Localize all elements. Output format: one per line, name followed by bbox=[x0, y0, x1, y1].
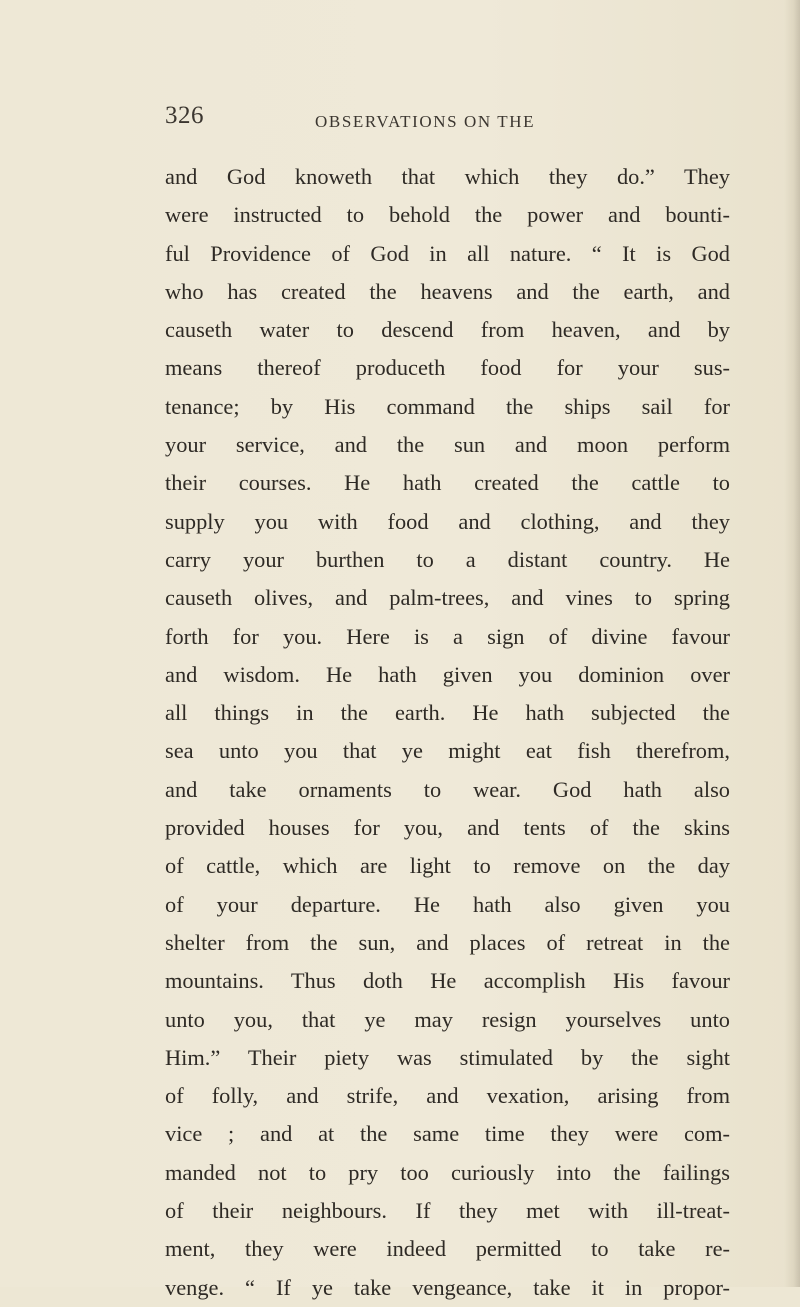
text-line: mountains. Thus doth He accomplish His favour bbox=[165, 968, 730, 994]
text-line: and God knoweth that which they do.” They bbox=[165, 164, 730, 189]
text-line: Him.” Their piety was stimulated by the sight bbox=[165, 1044, 730, 1070]
text-line: means thereof produceth food for your sus- bbox=[165, 355, 730, 381]
text-line: venge. “ If ye take vengeance, take it in propor- bbox=[165, 1274, 730, 1300]
text-line: sea unto you that ye might eat fish therefrom, bbox=[165, 738, 730, 764]
text-line: causeth water to descend from heaven, and by bbox=[165, 317, 730, 343]
text-line: of folly, and strife, and vexation, arising from bbox=[165, 1083, 730, 1109]
page-header bbox=[165, 102, 730, 152]
text-line: your service, and the sun and moon perform bbox=[165, 432, 730, 458]
text-line: causeth olives, and palm-trees, and vines to spring bbox=[165, 585, 730, 611]
text-line: shelter from the sun, and places of retreat in the bbox=[165, 929, 730, 955]
text-line: of cattle, which are light to remove on the day bbox=[165, 853, 730, 879]
running-head: OBSERVATIONS ON THE bbox=[315, 112, 536, 131]
body-text bbox=[165, 158, 730, 1307]
text-line: and wisdom. He hath given you dominion over bbox=[165, 661, 730, 687]
text-line: manded not to pry too curiously into the failings bbox=[165, 1159, 730, 1185]
text-line: forth for you. Here is a sign of divine favour bbox=[165, 623, 730, 649]
text-line: tenance; by His command the ships sail for bbox=[165, 393, 730, 419]
text-line: their courses. He hath created the cattle to bbox=[165, 470, 730, 496]
text-line: provided houses for you, and tents of the skins bbox=[165, 815, 730, 841]
page-edge-shadow bbox=[784, 0, 800, 1287]
text-line: were instructed to behold the power and bounti- bbox=[165, 202, 730, 228]
text-line: and take ornaments to wear. God hath also bbox=[165, 776, 730, 802]
text-line: of your departure. He hath also given you bbox=[165, 891, 730, 917]
text-line: who has created the heavens and the earth, and bbox=[165, 278, 730, 304]
text-line: vice ; and at the same time they were com- bbox=[165, 1121, 730, 1147]
page-number: 326 bbox=[165, 102, 204, 129]
text-line: of their neighbours. If they met with ill-treat- bbox=[165, 1198, 730, 1224]
text-line: supply you with food and clothing, and they bbox=[165, 508, 730, 534]
text-line: all things in the earth. He hath subjected the bbox=[165, 700, 730, 726]
text-line: carry your burthen to a distant country. He bbox=[165, 546, 730, 572]
text-line: ful Providence of God in all nature. “ It is God bbox=[165, 240, 730, 266]
text-line: ment, they were indeed permitted to take re- bbox=[165, 1236, 730, 1262]
text-line: unto you, that ye may resign yourselves unto bbox=[165, 1006, 730, 1032]
